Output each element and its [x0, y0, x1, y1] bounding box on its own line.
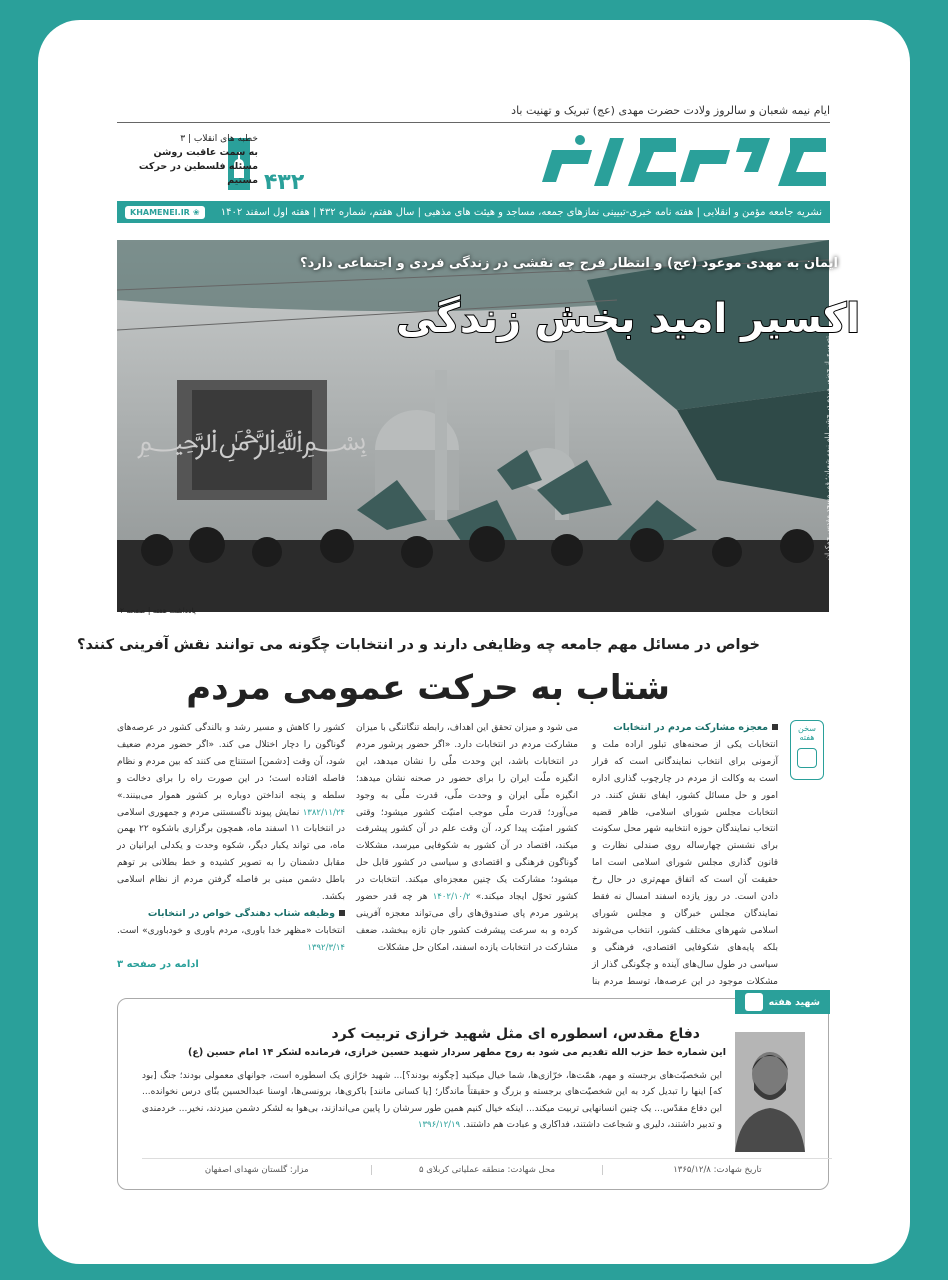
top-announcement: ایام نیمه شعبان و سالروز ولادت حضرت مهدی (عج) تبریک و تهنیت باد: [511, 104, 830, 117]
martyr-body: [142, 1068, 722, 1133]
column-right-subhead: معجزه مشارکت مردم در انتخابات: [592, 720, 778, 737]
martyr-tag-label: شهید هفته: [768, 996, 820, 1008]
side-line-2: مسئله فلسطین در حرکت مستیم: [138, 161, 258, 186]
death-place: محل شهادت: منطقه عملیاتی کربلای ۵: [372, 1165, 602, 1175]
main-kicker: خواص در مسائل مهم جامعه چه وظایفی دارند و در انتخابات چگونه می توانند نقش آفرینی کنند؟: [77, 637, 760, 653]
document-icon: [797, 748, 817, 768]
column-left: [117, 720, 345, 974]
column-left-text: کشور را کاهش و مسیر رشد و بالندگی کشور در عرصه‌های گوناگون را دچار اختلال می کند. «اگر حضور مردم ضعیف شود، آن وقت [دشمن] استنتاج می کنند که بین مردم و نظام فاصله افتاده است؛ در این صورت راه را برای دخالت و سلطه و پنجه انداختن دوباره بر کشور هموار می‌بینند.»: [117, 723, 345, 801]
martyr-footer: [142, 1158, 832, 1180]
column-middle: [356, 720, 578, 957]
column-right-text: انتخابات یکی از صحنه‌های تبلور اراده ملت و آزمونی برای انتخاب نمایندگانی است که قرار است به وکالت از مردم در چارچوب گذاری اداره امور و حل مسائل کشور، ایفای نقش کنند. در انتخابات مجلس شورای اسلامی، ظاهر قضیه انتخاب نمایندگان حوزه انتخابیه شهر محل سکونت برای نشستن چهارساله روی صندلی نظارت و قانون گذاری مجلس شورای اسلامی است اما حقیقت آن است که اتفاق مهم‌تری در حال رخ دادن است. در روز یازده اسفند امسال نه فقط نمایندگان مجلس خبرگان و مجلس شورای اسلامی شهرهای مختلف کشور، انتخاب می‌شوند بلکه پایه‌های شکوفایی اقتصادی، فرهنگی و سیاسی در طول سال‌های آینده و چگونگی گذار از مشکلات موجود در این عرصه‌ها، توسط مردم بنا: [592, 739, 778, 987]
side-headlines: [138, 132, 258, 188]
page-sheet: [38, 20, 910, 1264]
continue-link[interactable]: ادامه در صفحه ۳: [117, 958, 199, 970]
hero-page-ref[interactable]: یادداشت هفته | صفحه ۲: [120, 606, 196, 615]
column-left-text-b: نمایش پیوند ناگسستنی مردم و جمهوری اسلامی در انتخابات ۱۱ اسفند ماه، همچون برگزاری باشکوه ۲۲ بهمن ماه، می تواند یکبار دیگر، شکوه وحدت و یکدلی ایرانیان در مقابل دشمنان را به تصویر کشیده و خط بطلانی بر توهم باطل دشمن مبنی بر فاصله گرفتن مردم از نظام اسلامی بکشد.: [117, 807, 345, 903]
quote-date: ۱۳۸۲/۱۱/۲۴: [302, 807, 345, 818]
column-left-subhead: وظیفه شتاب دهندگی خواص در انتخابات: [117, 906, 345, 923]
svg-text:﷽: ﷽: [136, 423, 368, 458]
editorial-label-text: سخن هفته: [798, 724, 816, 742]
band-text: نشریه جامعه مؤمن و انقلابی | هفته نامه خبری-تبیینی نمازهای جمعه، مساجد و هیئت های مذهبی | سال هفتم، شماره ۴۳۲ | هفته اول اسفند ۱۴۰۲: [220, 206, 822, 218]
site-badge[interactable]: [125, 206, 205, 219]
divider: [117, 122, 830, 123]
martyr-photo: [735, 1032, 805, 1152]
editorial-label: [790, 720, 824, 780]
column-left-text-2: انتخابات «مظهر خدا باوری، مردم باوری و خودباوری» است.: [117, 925, 345, 936]
grave-location: مزار: گلستان شهدای اصفهان: [142, 1165, 372, 1175]
column-middle-text-2: هر چه قدر حضور پرشور مردم پای صندوق‌های رأی می‌تواند معجزه آفرینی کرده و به سرعت پیشرفت کشور جان تازه ببخشد، ضعف مشارکت در انتخابات یازده اسفند، امکان حل مشکلات: [356, 892, 578, 953]
quote-date: ۱۳۹۲/۳/۱۴: [307, 942, 345, 953]
death-date: تاریخ شهادت: ۱۳۶۵/۱۲/۸: [673, 1164, 762, 1175]
leaf-icon: ❀: [192, 207, 200, 217]
quote-date: ۱۳۹۶/۱۲/۱۹: [417, 1119, 461, 1130]
issue-number: ۴۳۲: [264, 170, 305, 195]
martyr-title: دفاع مقدس، اسطوره ای مثل شهید خرازی تربیت کرد: [331, 1026, 700, 1042]
publication-band: [117, 201, 830, 223]
site-label: KHAMENEI.IR: [130, 207, 190, 217]
martyr-quote: این شخصیّت‌های برجسته و مهم، همّت‌ها، خرّازی‌ها، شما خیال میکنید [چگونه بودند؟]... شهید خرّازی یک اسطوره است، جوانهای معمولی بودند؛ جنگ [بود که] اینها را تبدیل کرد به این شخصیّت‌های برجسته و بزرگ و حقیقتاً ماندگار؛ [یا کسانی مانند] باکری‌ها، برونسی‌ها، اوسنا عبدالحسین بنّای درس نخوانده... این دفاع مقدّس... یک چنین انسانهایی تربیت میکند... اینکه خیال کنیم همین طور سرشان را پایین می‌اندازند، بی‌هوا به لشکر دشمن میزدند، نخیر... خردمندی و تدبیر داشتند، دلیری و شجاعت داشتند، فداکاری و عبادت هم داشتند.: [142, 1071, 722, 1130]
side-line-1: به سمت عاقبت روشن: [153, 147, 258, 158]
main-headline: شتاب به حرکت عمومی مردم: [186, 668, 670, 708]
side-label: خطبه های انقلاب | ۳: [180, 134, 258, 144]
tulip-icon: [745, 993, 763, 1011]
martyr-portrait: [735, 1032, 805, 1152]
hero-subtitle: ایمان به مهدی موعود (عج) و انتظار فرج چه نقشی در زندگی فردی و اجتماعی دارد؟: [300, 256, 838, 271]
column-middle-text: می شود و میزان تحقق این اهداف، رابطه تنگاتنگی با میزان مشارکت مردم در انتخابات دارد. «اگر حضور پرشور مردم در انتخابات باشد، این وحدت ملّی را نشان میدهد، این انگیزه ملّت ایران را برای حضور در صحنه نشان میدهد؛ انگیزه ملّی ایران و وحدت ملّی، قدرت ملّی به وجود می‌آورد؛ قدرت ملّی موجب امنیّت کشور میشود؛ وقتی کشور امنیّت پیدا کرد، آن وقت علم در آن کشور پیشرفت میکند، اقتصاد در آن کشور به شکوفایی میرسد، مشکلات گوناگون فرهنگی و اقتصادی و سیاسی در کشور قابل حل میشود؛ مشارکت یک چنین معجزه‌ای میکند. انتخابات در کشور تحوّل ایجاد میکند.»: [356, 723, 578, 903]
column-right: [592, 720, 778, 1007]
martyr-tag: [735, 990, 830, 1014]
hero-credit: تصویری از حضور مردم در جشن ایام نیمه شعبان؛ قم، مسجد مقدس جمکران: [824, 336, 832, 561]
masthead-logo: [490, 128, 830, 206]
martyr-subtitle: این شماره خط حزب الله تقدیم می شود به روح مطهر سردار شهید حسین خرازی، فرمانده لشکر ۱۴ امام حسین (ع): [188, 1047, 726, 1058]
hero-title: اکسیر امید بخش زندگی: [396, 296, 860, 342]
quote-date: ۱۴۰۲/۱۰/۲: [432, 892, 471, 903]
